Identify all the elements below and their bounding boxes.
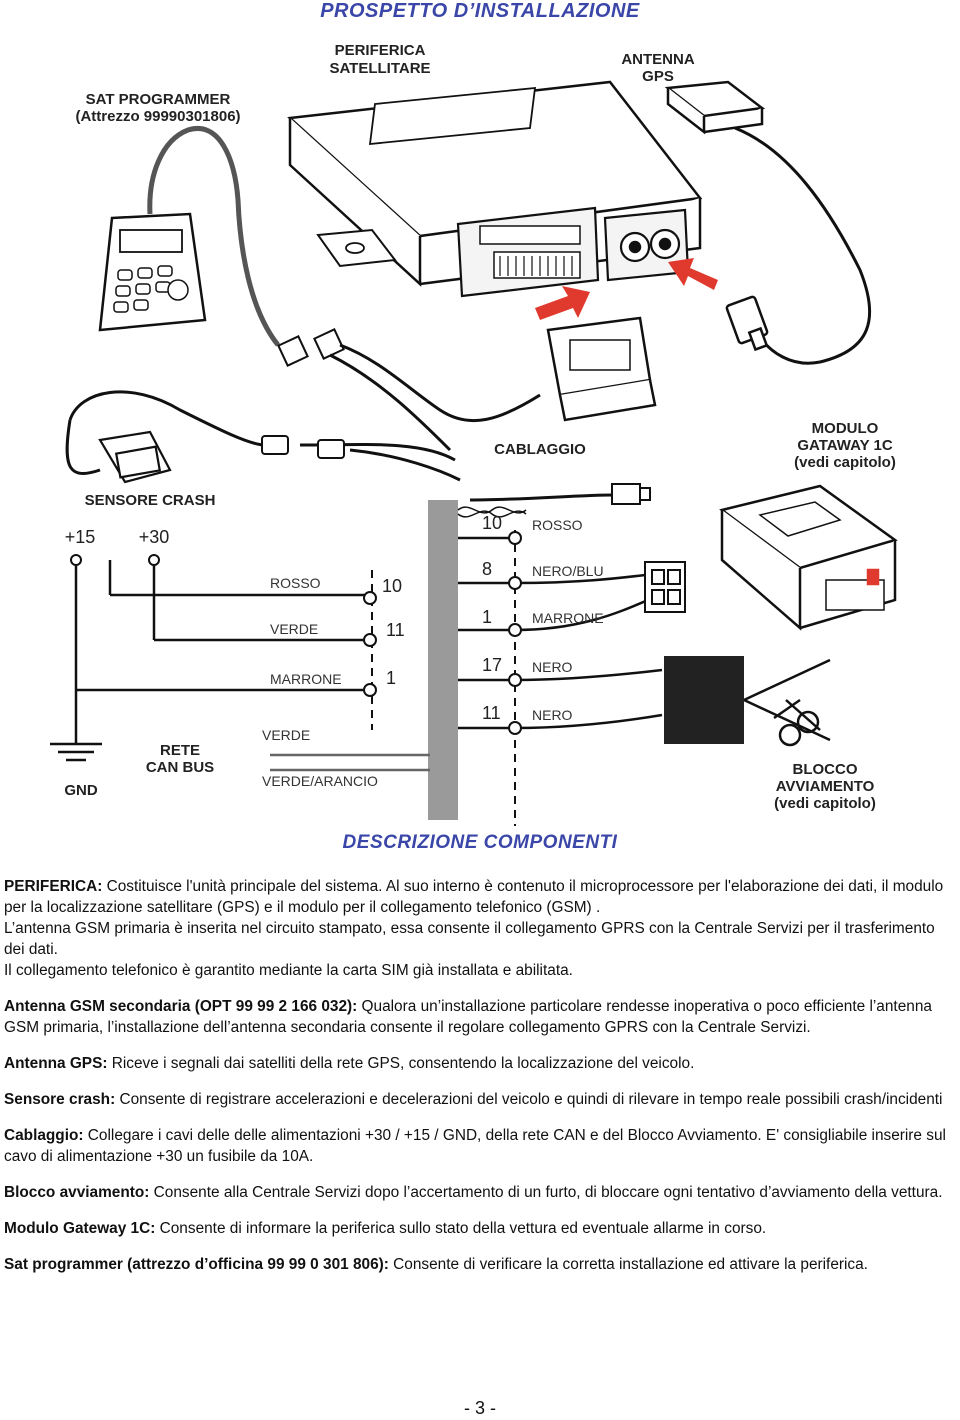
description-term: Blocco avviamento: xyxy=(4,1184,150,1201)
cable-bundle xyxy=(428,500,458,820)
label-modulo-1: MODULO xyxy=(811,420,879,437)
scissors-icon xyxy=(774,700,820,745)
right-wire-pin-3: 17 xyxy=(482,655,503,675)
description-text: L’antenna GSM primaria è inserita nel circuito stampato, essa consente il collegamento GPRS con la Centrale Servizi per il trasferimento dei dati. xyxy=(4,920,935,958)
description-text: Costituisce l'unità principale del sistema. Al suo interno è contenuto il microprocessore per l'elaborazione dei dati, il modulo per la localizzazione satellitare (GPS) e il modulo per il collegamento telefonico (GSM) . xyxy=(4,878,944,916)
right-wire-pin-0: 10 xyxy=(482,513,503,533)
right-wire-label-4: NERO xyxy=(532,707,573,723)
description-text: Consente di registrare accelerazioni e decelerazioni del veicolo e quindi di rilevare in tempo reale possibili crash/incidenti xyxy=(115,1091,943,1108)
label-plus30: +30 xyxy=(138,527,170,547)
description-modulo-gateway xyxy=(4,1218,956,1239)
left-wire-pin-2: 1 xyxy=(386,668,397,688)
description-text: Collegare i cavi delle delle alimentazioni +30 / +15 / GND, della rete CAN e del Blocco Avviamento. E' consigliabile inserire sul cavo di alimentazione +30 un fusibile da 10A. xyxy=(4,1127,946,1165)
programmer-connector xyxy=(278,329,343,365)
description-term: Cablaggio: xyxy=(4,1127,84,1144)
description-term: Sensore crash: xyxy=(4,1091,116,1108)
description-text: Riceve i segnali dai satelliti della rete GPS, consentendo la localizzazione del veicolo. xyxy=(107,1055,695,1072)
description-antenna-gps xyxy=(4,1053,956,1074)
label-sensore-crash: SENSORE CRASH xyxy=(84,492,216,509)
section-title: DESCRIZIONE COMPONENTI xyxy=(342,832,618,853)
label-plus15: +15 xyxy=(64,527,96,547)
description-sensore-crash xyxy=(4,1089,956,1110)
label-rete-2: CAN BUS xyxy=(145,759,215,776)
description-antenna-gsm-secondaria xyxy=(4,996,956,1038)
can-wire-label-0: VERDE xyxy=(262,727,311,743)
gateway-module xyxy=(722,486,895,628)
inline-connector xyxy=(262,436,344,458)
label-sat-programmer-1: SAT PROGRAMMER xyxy=(85,91,231,108)
label-periferica-1: PERIFERICA xyxy=(334,42,426,59)
sensore-crash xyxy=(100,432,170,482)
label-blocco-3: (vedi capitolo) xyxy=(774,795,876,812)
label-sat-programmer-2: (Attrezzo 99990301806) xyxy=(75,108,241,125)
right-wire-label-1: NERO/BLU xyxy=(532,563,604,579)
nero-blu-connector xyxy=(645,562,685,612)
description-text: Qualora un’installazione particolare rendesse inoperativa o poco efficiente l’antenna GSM primaria, l’installazione dell’antenna secondaria consente il regolare collegamento GPRS con la Centrale Servizi. xyxy=(4,998,932,1036)
description-text: Il collegamento telefonico è garantito mediante la carta SIM già installata e abilitata. xyxy=(4,962,573,979)
description-sim xyxy=(4,960,956,981)
right-wire-label-0: ROSSO xyxy=(532,517,583,533)
harness-plug xyxy=(612,484,650,504)
label-blocco-2: AVVIAMENTO xyxy=(775,778,875,795)
description-blocco-avviamento xyxy=(4,1182,956,1203)
left-wire-pin-0: 10 xyxy=(382,576,403,596)
label-gnd: GND xyxy=(64,782,98,799)
description-term: Antenna GSM secondaria (OPT 99 99 2 166 032): xyxy=(4,998,358,1015)
right-wire-pin-4: 11 xyxy=(482,703,501,723)
left-wire-label-1: VERDE xyxy=(270,621,319,637)
description-sat-programmer xyxy=(4,1254,956,1275)
label-antenna-1: ANTENNA xyxy=(621,51,695,68)
right-wire-label-2: MARRONE xyxy=(532,610,604,626)
left-wire-label-2: MARRONE xyxy=(270,671,342,687)
label-blocco-1: BLOCCO xyxy=(792,761,858,778)
can-wire-label-1: VERDE/ARANCIO xyxy=(262,773,378,789)
right-wire-label-3: NERO xyxy=(532,659,573,675)
left-crimps xyxy=(364,592,376,696)
label-periferica-2: SATELLITARE xyxy=(329,60,431,77)
periferica-unit xyxy=(290,82,700,296)
right-wire-pin-2: 1 xyxy=(482,607,493,627)
sat-programmer xyxy=(100,128,278,345)
left-wire-label-0: ROSSO xyxy=(270,575,321,591)
description-term: Sat programmer (attrezzo d’officina 99 99 0 301 806): xyxy=(4,1256,389,1273)
description-text: Consente di verificare la corretta installazione ed attivare la periferica. xyxy=(388,1256,868,1273)
left-wire-pin-1: 11 xyxy=(386,620,405,640)
description-text: Consente alla Centrale Servizi dopo l’accertamento di un furto, di bloccare ogni tentativo d’avviamento della vettura. xyxy=(149,1184,943,1201)
label-rete-1: RETE xyxy=(159,742,201,759)
rele-box xyxy=(664,656,744,744)
rele-label: RELE xyxy=(675,687,733,712)
component-descriptions xyxy=(4,876,956,1290)
description-term: Antenna GPS: xyxy=(4,1055,108,1072)
label-antenna-2: GPS xyxy=(642,68,674,85)
description-term: Modulo Gateway 1C: xyxy=(4,1220,156,1237)
harness-connector xyxy=(548,318,655,420)
label-modulo-3: (vedi capitolo) xyxy=(794,454,896,471)
page-title: PROSPETTO D’INSTALLAZIONE xyxy=(320,0,640,22)
power-terminals xyxy=(71,555,159,565)
label-modulo-2: GATAWAY 1C xyxy=(797,437,893,454)
description-periferica xyxy=(4,876,956,918)
description-antenna-gsm-primaria xyxy=(4,918,956,960)
right-wire-pin-1: 8 xyxy=(482,559,493,579)
label-cablaggio: CABLAGGIO xyxy=(494,441,586,458)
page-number: - 3 - xyxy=(463,1398,496,1418)
description-text: Consente di informare la periferica sullo stato della vettura ed eventuale allarme in corso. xyxy=(155,1220,767,1237)
red-arrow-connector xyxy=(535,286,590,320)
description-term: PERIFERICA: xyxy=(4,878,103,895)
installation-diagram xyxy=(0,26,960,826)
description-cablaggio xyxy=(4,1125,956,1167)
